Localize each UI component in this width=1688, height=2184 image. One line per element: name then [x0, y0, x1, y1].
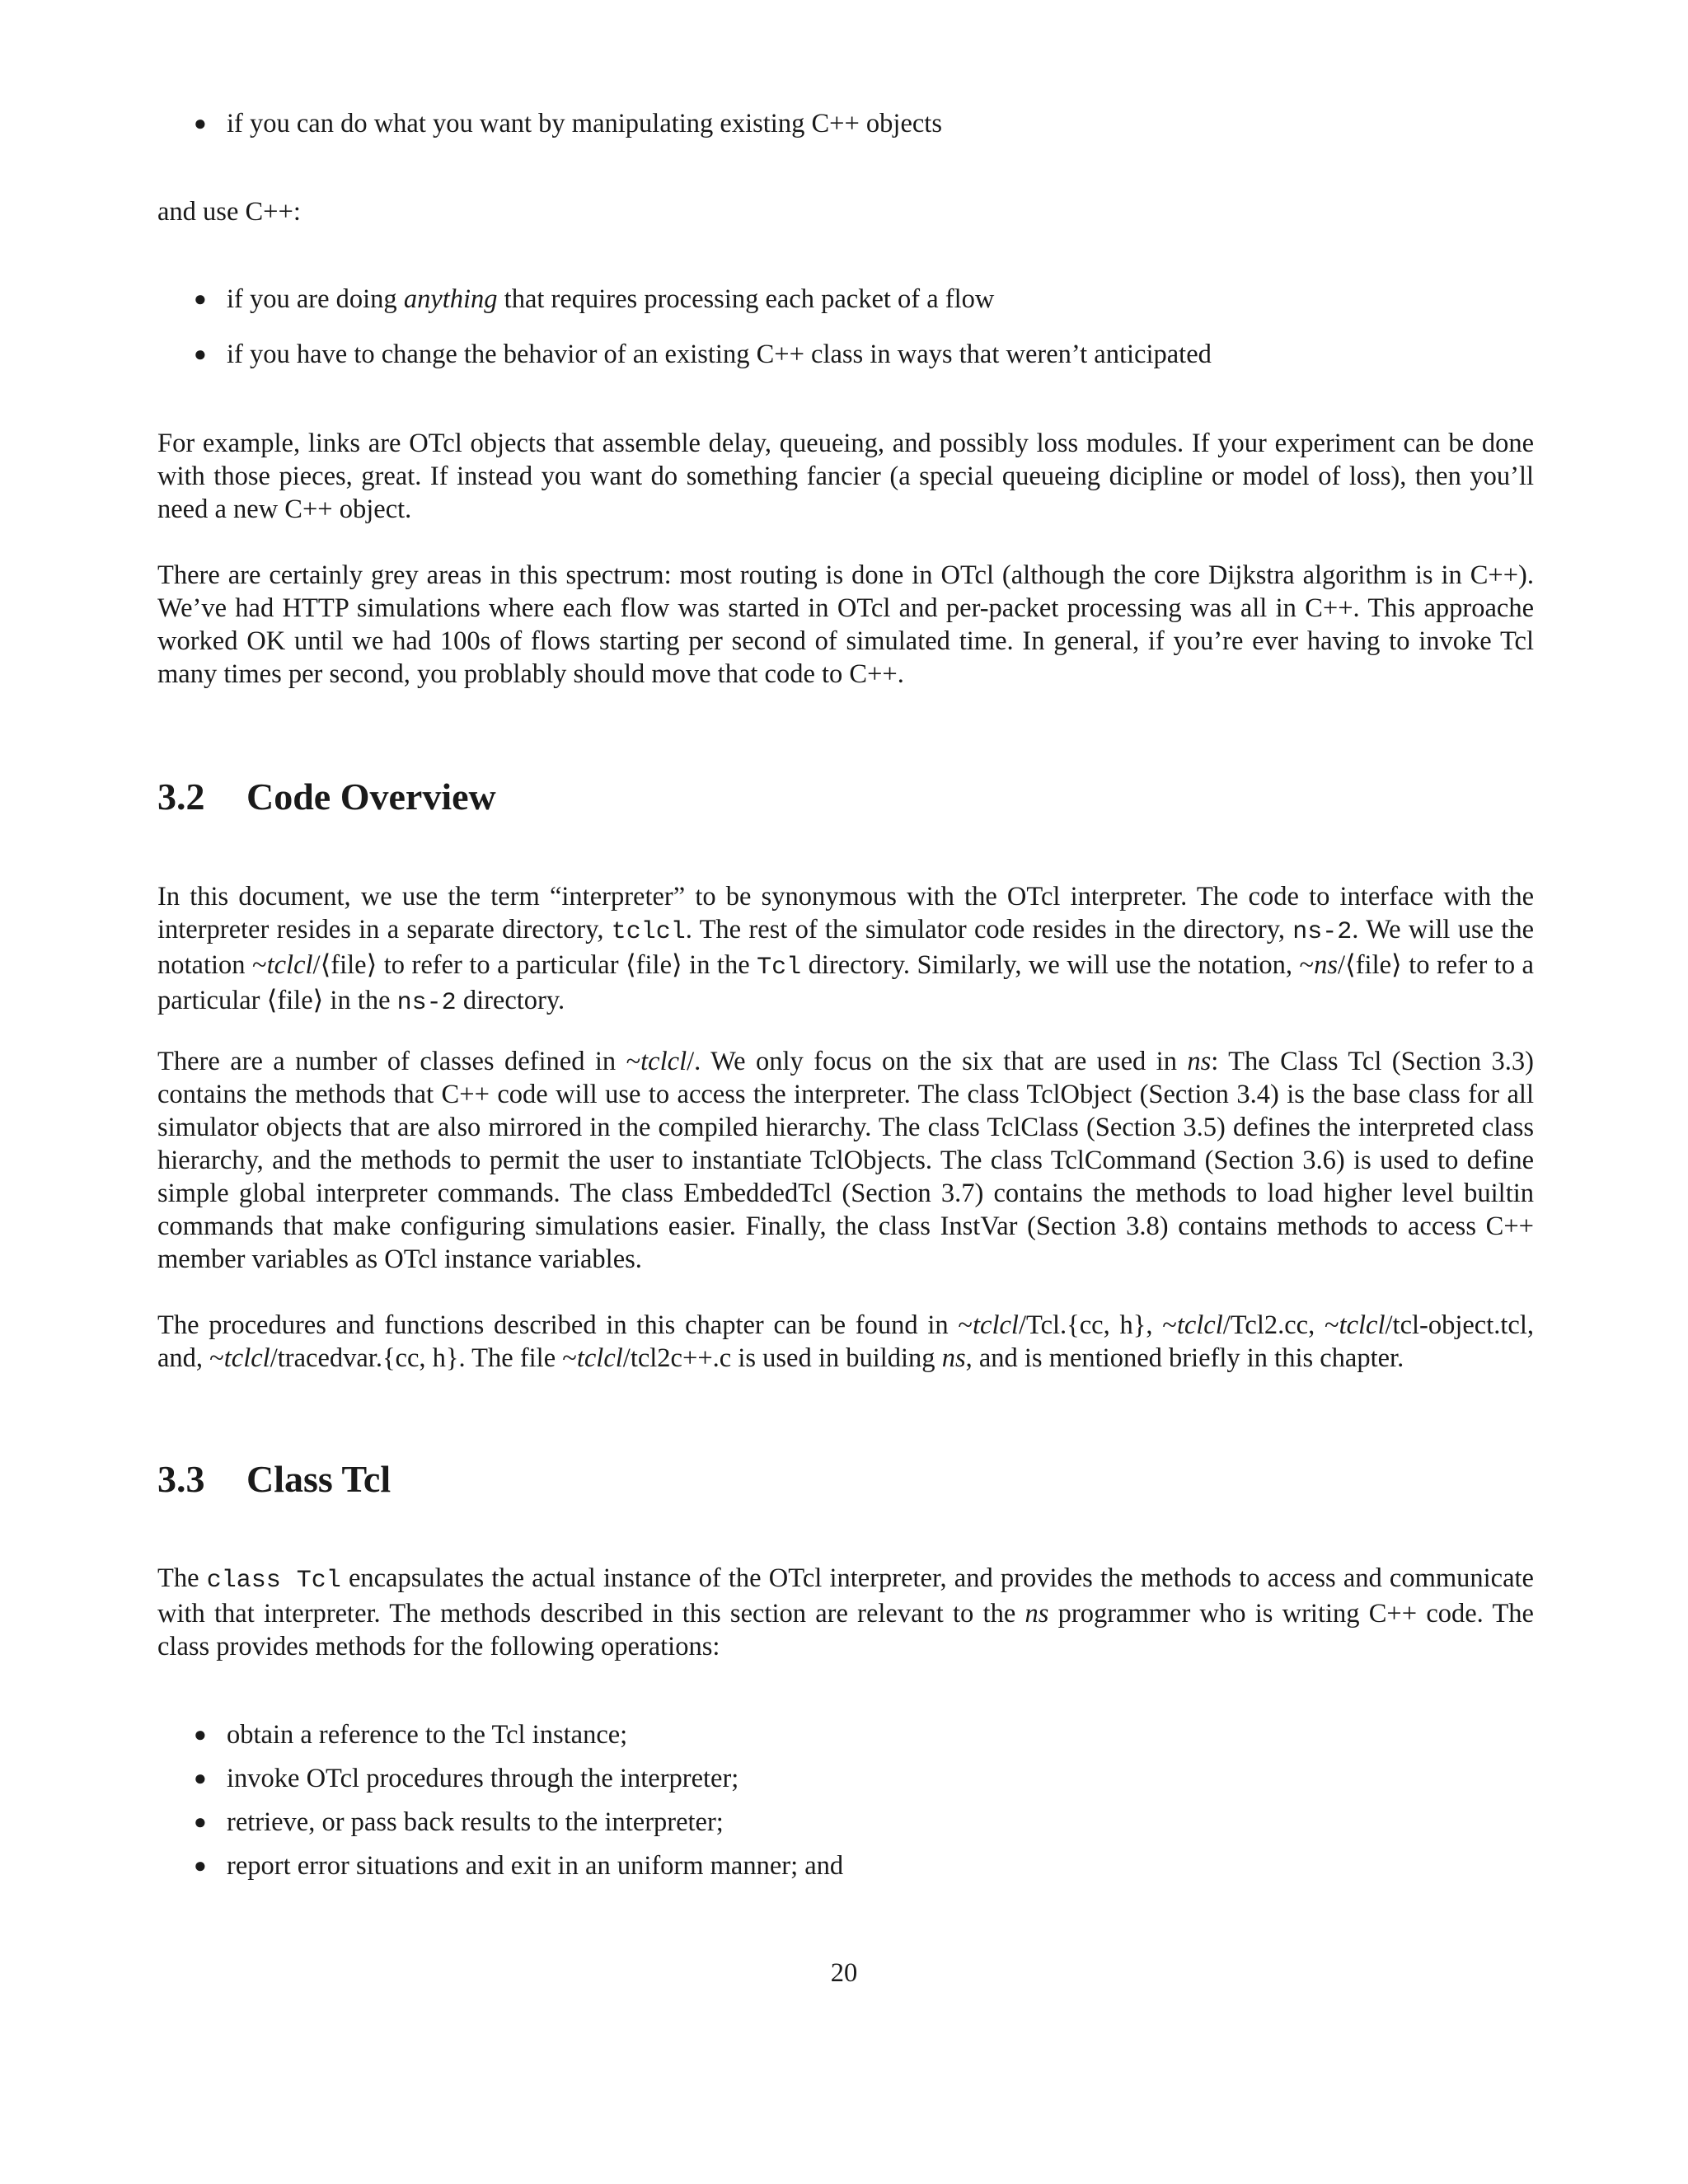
bullet-icon: ● — [194, 1766, 207, 1790]
list-item: ● if you can do what you want by manipulating existing C++ objects — [194, 109, 942, 138]
bullet-icon: ● — [194, 1810, 207, 1834]
section-heading-3-3 — [157, 1456, 391, 1502]
and-use-cpp-line: and use C++: — [157, 197, 301, 227]
paragraph-class-tcl: The class Tcl encapsulates the actual instance of the OTcl interpreter, and provides the methods to access and communicate with that interpreter. The methods described in this section are relevant to the ns programmer who is writing C++ code. The class provides methods for the following operations: — [157, 1563, 1534, 1661]
section-title: Code Overview — [246, 776, 496, 818]
section-heading-3-2 — [157, 774, 496, 820]
paragraph-classes: There are a number of classes defined in ~tclcl/. We only focus on the six that are used in ns: The Class Tcl (Section 3.3) contains the methods that C++ code will use to access the interpreter. The class TclObject (Section 3.4) is the base class for all simulator objects that are also mirrored in the compiled hierarchy. The class TclClass (Section 3.5) defines the interpreted class hierarchy, and the methods to permit the user to instantiate TclObjects. The class TclCommand (Section 3.6) is used to define simple global interpreter commands. The class EmbeddedTcl (Section 3.7) contains the methods to load higher level builtin commands that make configuring simulations easier. Finally, the class InstVar (Section 3.8) contains methods to access C++ member variables as OTcl instance variables. — [157, 1047, 1534, 1274]
section-number: 3.3 — [157, 1458, 205, 1500]
bullet-icon: ● — [194, 287, 207, 311]
list-item: ● retrieve, or pass back results to the interpreter; — [194, 1807, 724, 1837]
bullet-icon: ● — [194, 1722, 207, 1746]
paragraph-interpreter: In this document, we use the term “interpreter” to be synonymous with the OTcl interpreter. The code to interface with the interpreter resides in a separate directory, tclcl. The rest of the simulator code resides in the directory, ns-2. We will use the notation ~tclcl/⟨file⟩ to refer to a particular ⟨file⟩ in the Tcl directory. Similarly, we will use the notation, ~ns/⟨file⟩ to refer to a particular ⟨file⟩ in the ns-2 directory. — [157, 882, 1535, 1017]
list-item: ● invoke OTcl procedures through the interpreter; — [194, 1764, 739, 1793]
list-item: ● if you have to change the behavior of an existing C++ class in ways that weren’t anticipated — [194, 340, 1212, 369]
bullet-icon: ● — [194, 111, 207, 135]
paragraph-grey-areas: There are certainly grey areas in this spectrum: most routing is done in OTcl (although the core Dijkstra algorithm is in C++). We’ve had HTTP simulations where each flow was started in OTcl and per-packet processing was all in C++. This approache worked OK until we had 100s of flows starting per second of simulated time. In general, if you’re ever having to invoke Tcl many times per second, you problably should move that code to C++. — [157, 560, 1534, 689]
paragraph-procedures: The procedures and functions described in this chapter can be found in ~tclcl/Tcl.{cc, h}, ~tclcl/Tcl2.cc, ~tclcl/tcl-object.tcl, and, ~tclcl/tracedvar.{cc, h}. The file ~tclcl/tcl2c++.c is used in building ns, and is mentioned briefly in this chapter. — [157, 1310, 1534, 1373]
list-item: ● obtain a reference to the Tcl instance; — [194, 1720, 628, 1750]
section-number: 3.2 — [157, 776, 205, 818]
bullet-icon: ● — [194, 1854, 207, 1877]
list-item: ● if you are doing anything that requires processing each packet of a flow — [194, 284, 995, 314]
section-title: Class Tcl — [246, 1458, 392, 1500]
bullet-icon: ● — [194, 342, 207, 366]
paragraph-links: For example, links are OTcl objects that assemble delay, queueing, and possibly loss modules. If your experiment can be done with those pieces, great. If instead you want do something fancier (a special queueing dicipline or model of loss), then you’ll need a new C++ object. — [157, 429, 1534, 524]
list-item: ● report error situations and exit in an uniform manner; and — [194, 1851, 844, 1881]
page-number: 20 — [830, 1958, 858, 1988]
